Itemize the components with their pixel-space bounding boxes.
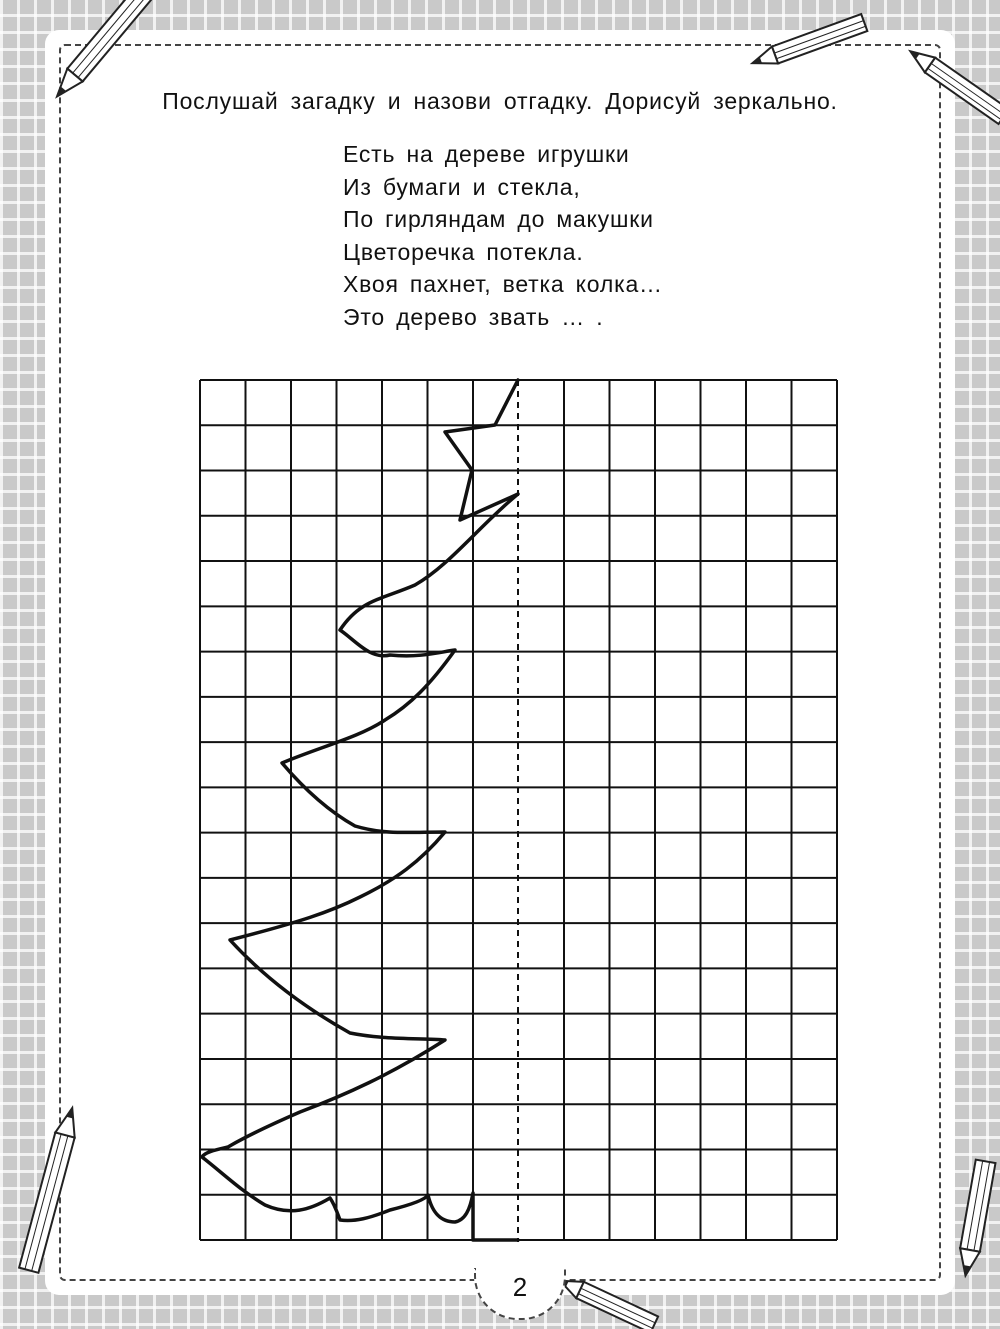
poem-line: По гирляндам до макушки	[343, 206, 654, 233]
poem-line: Есть на дереве игрушки	[343, 141, 630, 167]
pencil-icon	[905, 44, 1000, 124]
pencil-icon	[19, 1105, 82, 1272]
poem-line: Это дерево звать … .	[343, 303, 604, 330]
task-instruction: Послушай загадку и назови отгадку. Дорисуй зеркально.	[162, 88, 838, 114]
poem-line: Цветоречка потекла.	[343, 238, 584, 265]
poem-line: Из бумаги и стекла,	[343, 173, 581, 200]
page-number: 2	[512, 1272, 528, 1302]
pencil-icon	[956, 1160, 996, 1278]
pencil-icon	[749, 14, 867, 72]
pencil-icon	[49, 0, 208, 103]
poem-line: Хвоя пахнет, ветка колка…	[343, 271, 663, 298]
pencil-icon	[556, 1273, 658, 1329]
